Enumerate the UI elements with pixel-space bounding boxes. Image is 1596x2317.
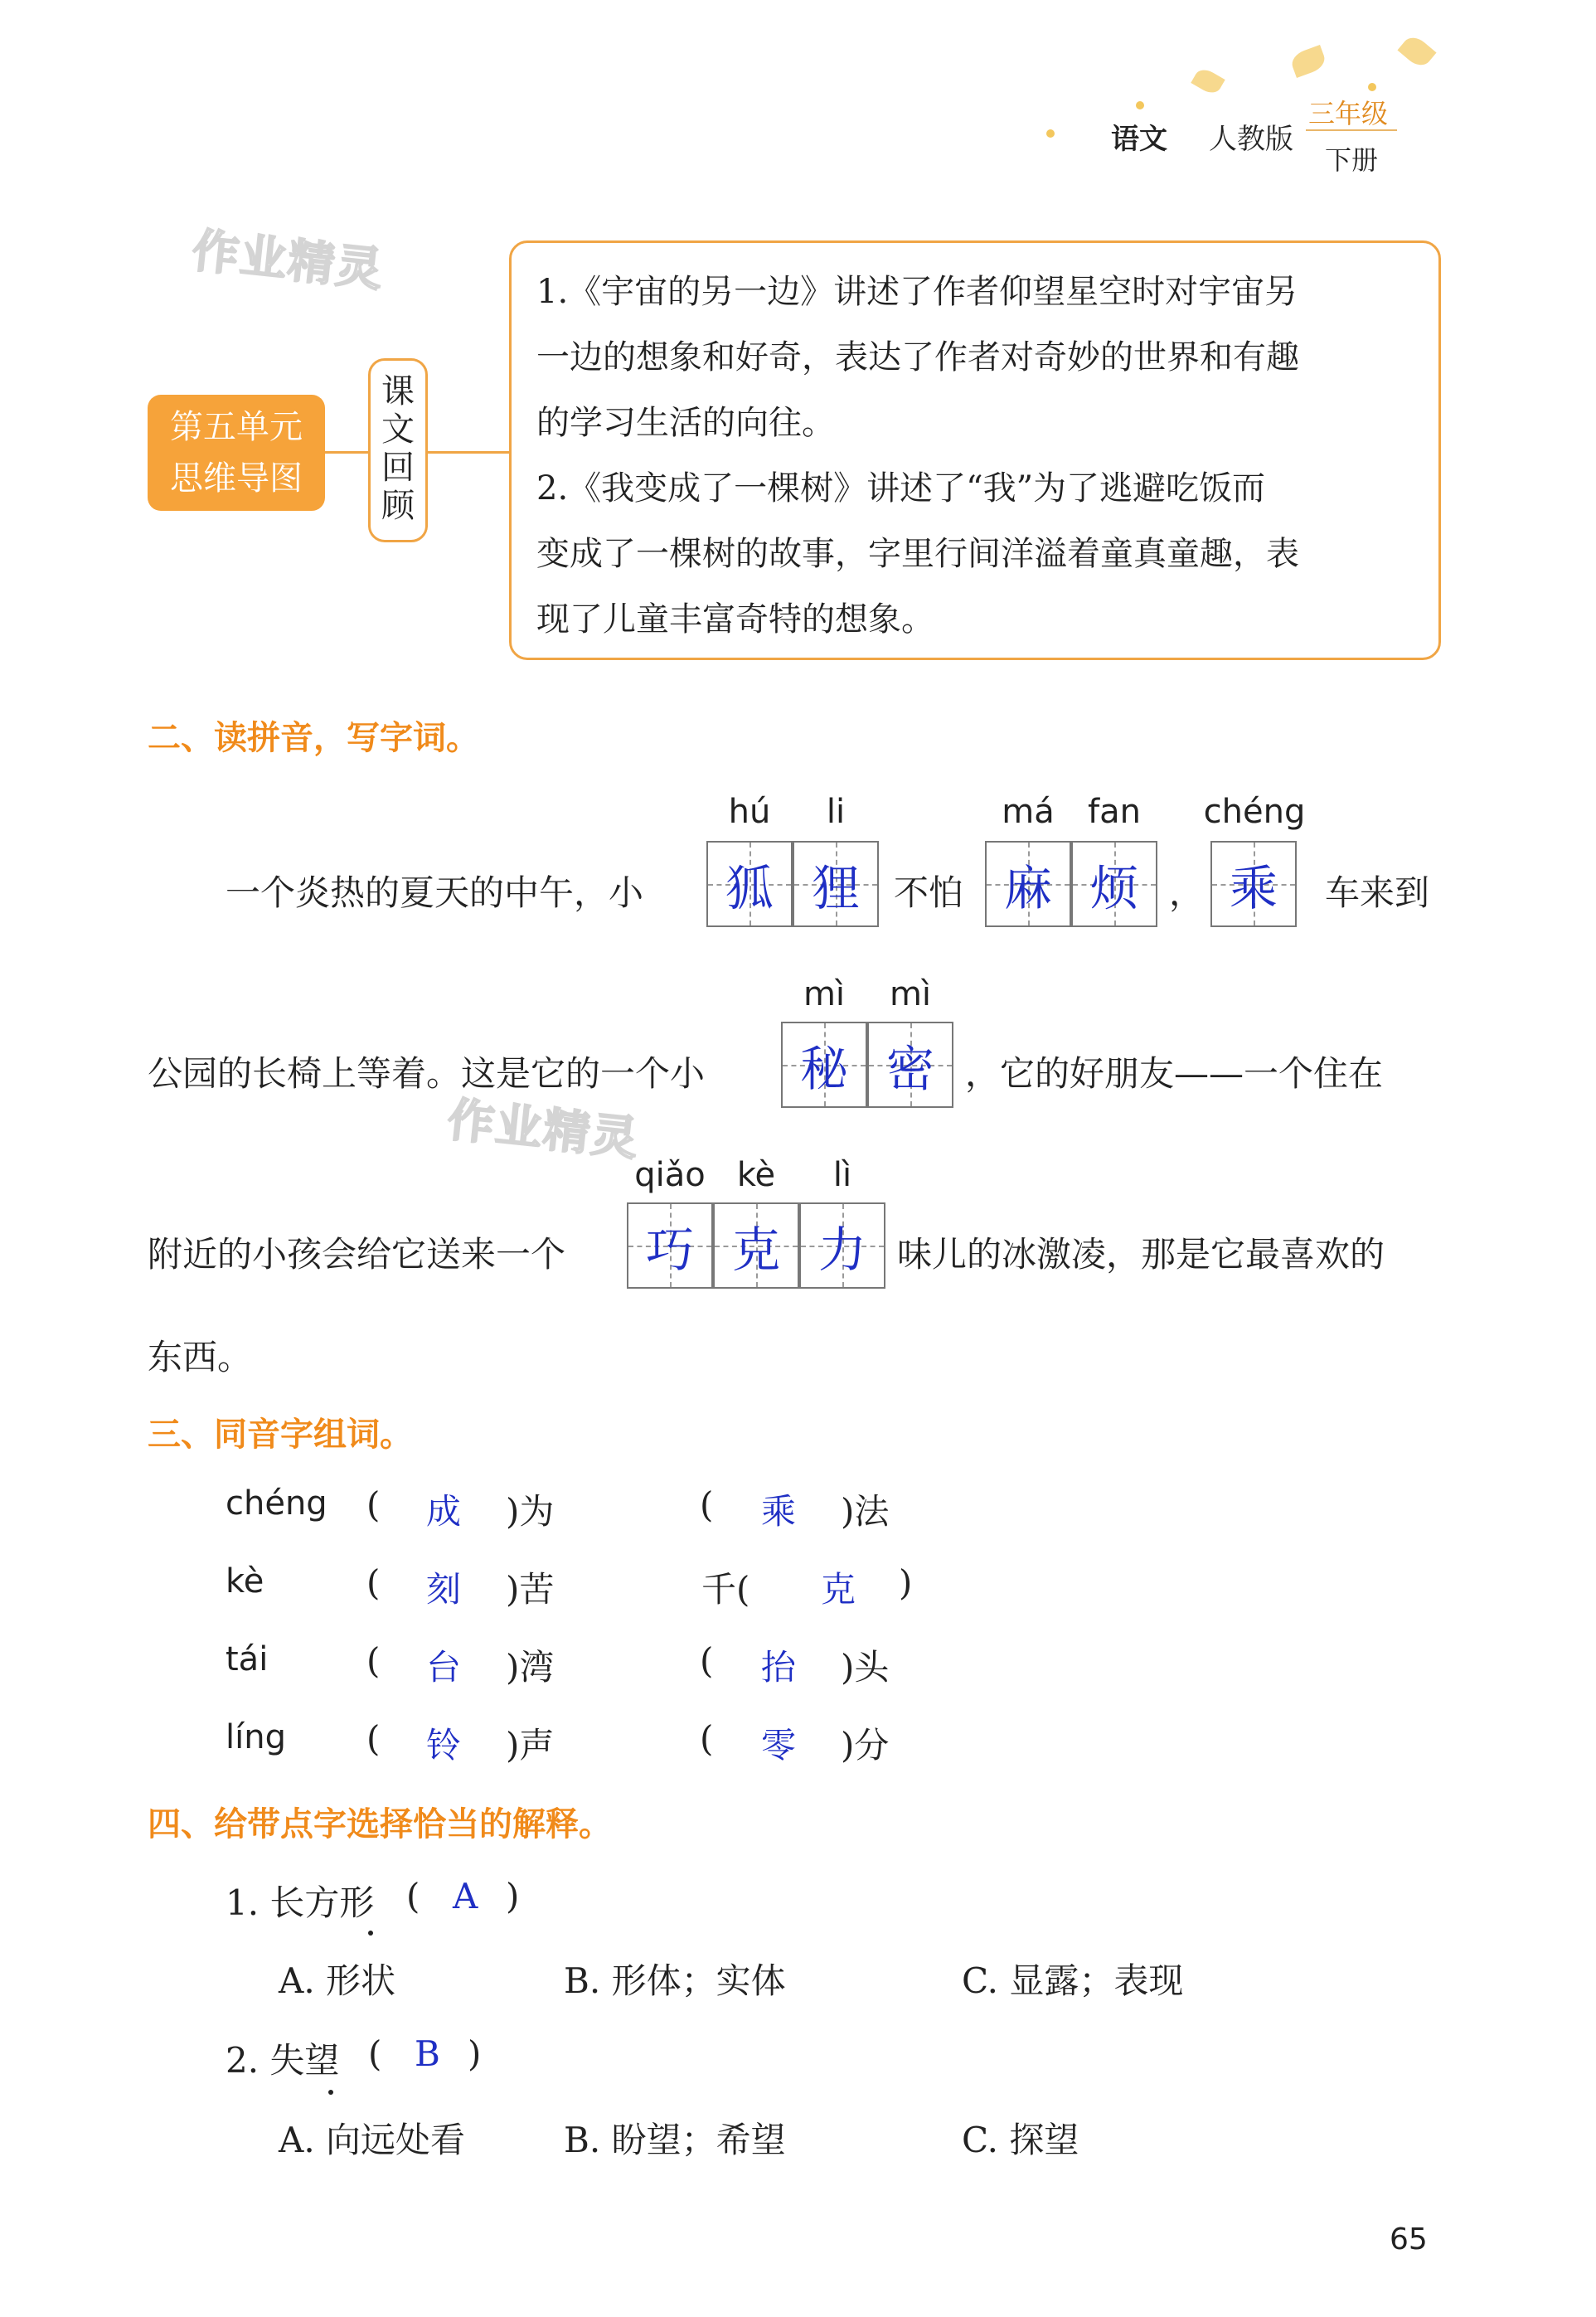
unit-badge-line2: 思维导图 [170, 459, 303, 498]
pinyin: má [1002, 793, 1055, 831]
paren: ( [700, 1484, 714, 1525]
character-grid[interactable] [867, 1022, 953, 1108]
pinyin: chéng [226, 1484, 327, 1523]
word-suffix: )为 [506, 1491, 555, 1532]
character-grid[interactable] [1210, 841, 1297, 927]
question-stem: 1. 长方形 [226, 1882, 375, 1923]
paren: ( [366, 1562, 381, 1603]
question-stem: 2. 失望 [226, 2040, 340, 2081]
dot-decoration [1136, 101, 1144, 109]
header-term: 下册 [1325, 144, 1379, 176]
paren: ) [506, 1876, 520, 1916]
passage-text: 一个炎热的夏天的中午，小 [226, 872, 644, 913]
review-label [368, 358, 428, 542]
answer-character[interactable]: 乘 [761, 1491, 797, 1532]
option: A. 形状 [279, 1960, 396, 2001]
review-line: 变成了一棵树的故事，字里行间洋溢着童真童趣，表 [536, 535, 1299, 573]
review-label-char: 顾 [381, 487, 415, 525]
lesson-review-box [509, 240, 1441, 660]
dot-decoration [1368, 83, 1376, 91]
passage-text: 味儿的冰激凌，那是它最喜欢的 [897, 1234, 1385, 1275]
answer-character[interactable]: 成 [426, 1491, 462, 1532]
paren: ( [366, 1640, 381, 1681]
paren: ( [366, 1718, 381, 1759]
pinyin: li [826, 793, 846, 831]
answer-choice[interactable]: B [415, 2033, 440, 2074]
pinyin: mì [803, 975, 846, 1013]
option: B. 形体；实体 [564, 1960, 786, 2001]
review-line: 一边的想象和好奇，表达了作者对奇妙的世界和有趣 [536, 338, 1299, 376]
review-line: 的学习生活的向往。 [536, 404, 835, 442]
character-grid[interactable] [713, 1202, 799, 1289]
answer-choice[interactable]: A [453, 1876, 478, 1916]
emphasis-dot [328, 2090, 333, 2095]
answer-character: 狐 [725, 860, 774, 916]
pinyin: tái [226, 1640, 269, 1678]
answer-character: 乘 [1229, 860, 1278, 916]
dot-decoration [1046, 129, 1055, 138]
passage-text: ， [1169, 872, 1205, 913]
character-grid[interactable] [793, 841, 879, 927]
pinyin: fan [1088, 793, 1141, 831]
pinyin: lì [832, 1156, 852, 1194]
header-grade: 三年级 [1308, 98, 1389, 129]
unit-badge-line1: 第五单元 [170, 408, 303, 446]
paren: ( [366, 1484, 381, 1525]
passage-text: ，它的好朋友——一个住在 [965, 1053, 1384, 1094]
passage-text: 东西。 [148, 1337, 253, 1377]
answer-character: 克 [731, 1222, 780, 1278]
leaf-decoration [1397, 32, 1436, 70]
word-suffix: )苦 [506, 1569, 555, 1610]
connector-line [428, 451, 509, 454]
pinyin: hú [728, 793, 771, 831]
character-grid[interactable] [985, 841, 1071, 927]
word-suffix: )分 [841, 1725, 890, 1766]
pinyin: chéng [1203, 793, 1306, 831]
answer-character[interactable]: 铃 [426, 1725, 462, 1766]
header-divider [1306, 129, 1397, 131]
paren: ) [468, 2033, 482, 2074]
passage-text: 附近的小孩会给它送来一个 [148, 1234, 566, 1275]
watermark: 作业精灵 [444, 1093, 643, 1167]
section-title: 三、同音字组词。 [148, 1416, 413, 1454]
answer-character: 巧 [645, 1222, 694, 1278]
paren: ) [899, 1562, 913, 1603]
leaf-decoration [1191, 66, 1225, 97]
review-label-char: 文 [381, 410, 415, 449]
pinyin: kè [736, 1156, 776, 1194]
word-suffix: )湾 [506, 1647, 555, 1688]
watermark: 作业精灵 [189, 224, 387, 298]
header-subject: 语文 [1111, 123, 1167, 156]
pinyin: mì [889, 975, 932, 1013]
answer-character: 密 [885, 1041, 934, 1097]
word-suffix: )法 [841, 1491, 890, 1532]
unit-badge [148, 395, 325, 511]
word-suffix: )声 [506, 1725, 555, 1766]
answer-character: 狸 [811, 860, 860, 916]
answer-character[interactable]: 台 [426, 1647, 462, 1688]
character-grid[interactable] [706, 841, 793, 927]
passage-text: 车来到 [1325, 872, 1430, 913]
review-label-char: 回 [381, 449, 415, 487]
pinyin: qiǎo [634, 1156, 706, 1194]
paren: ( [406, 1876, 420, 1916]
paren: ( [700, 1640, 714, 1681]
word-suffix: )头 [841, 1647, 890, 1688]
answer-character: 力 [817, 1222, 866, 1278]
connector-line [325, 451, 368, 454]
word-prefix: 千( [701, 1569, 750, 1610]
answer-character: 秘 [799, 1041, 848, 1097]
leaf-decoration [1288, 45, 1327, 78]
character-grid[interactable] [627, 1202, 713, 1289]
header-edition: 人教版 [1209, 123, 1293, 156]
paren: ( [368, 2033, 382, 2074]
emphasis-dot [368, 1931, 373, 1936]
answer-character: 烦 [1089, 860, 1138, 916]
review-line: 现了儿童丰富奇特的想象。 [536, 600, 934, 639]
character-grid[interactable] [1071, 841, 1157, 927]
section-title: 四、给带点字选择恰当的解释。 [148, 1805, 612, 1843]
pinyin: kè [226, 1562, 264, 1601]
review-label-char: 课 [381, 372, 415, 410]
option: C. 探望 [962, 2120, 1079, 2160]
review-line: 1.《宇宙的另一边》讲述了作者仰望星空时对宇宙另 [536, 273, 1298, 311]
character-grid[interactable] [781, 1022, 867, 1108]
passage-text: 不怕 [894, 872, 964, 913]
character-grid[interactable] [799, 1202, 885, 1289]
answer-character[interactable]: 零 [761, 1725, 797, 1766]
pinyin: líng [226, 1718, 286, 1756]
review-line: 2.《我变成了一棵树》讲述了“我”为了逃避吃饭而 [536, 469, 1266, 508]
page-number: 65 [1390, 2222, 1428, 2256]
answer-character: 麻 [1003, 860, 1052, 916]
answer-character[interactable]: 抬 [761, 1647, 797, 1688]
passage-text: 公园的长椅上等着。这是它的一个小 [148, 1053, 706, 1094]
option: B. 盼望；希望 [564, 2120, 786, 2160]
answer-character[interactable]: 刻 [426, 1569, 462, 1610]
answer-character[interactable]: 克 [821, 1569, 856, 1610]
section-title: 二、读拼音，写字词。 [148, 719, 479, 757]
option: A. 向远处看 [279, 2120, 466, 2160]
paren: ( [700, 1718, 714, 1759]
option: C. 显露；表现 [962, 1960, 1184, 2001]
